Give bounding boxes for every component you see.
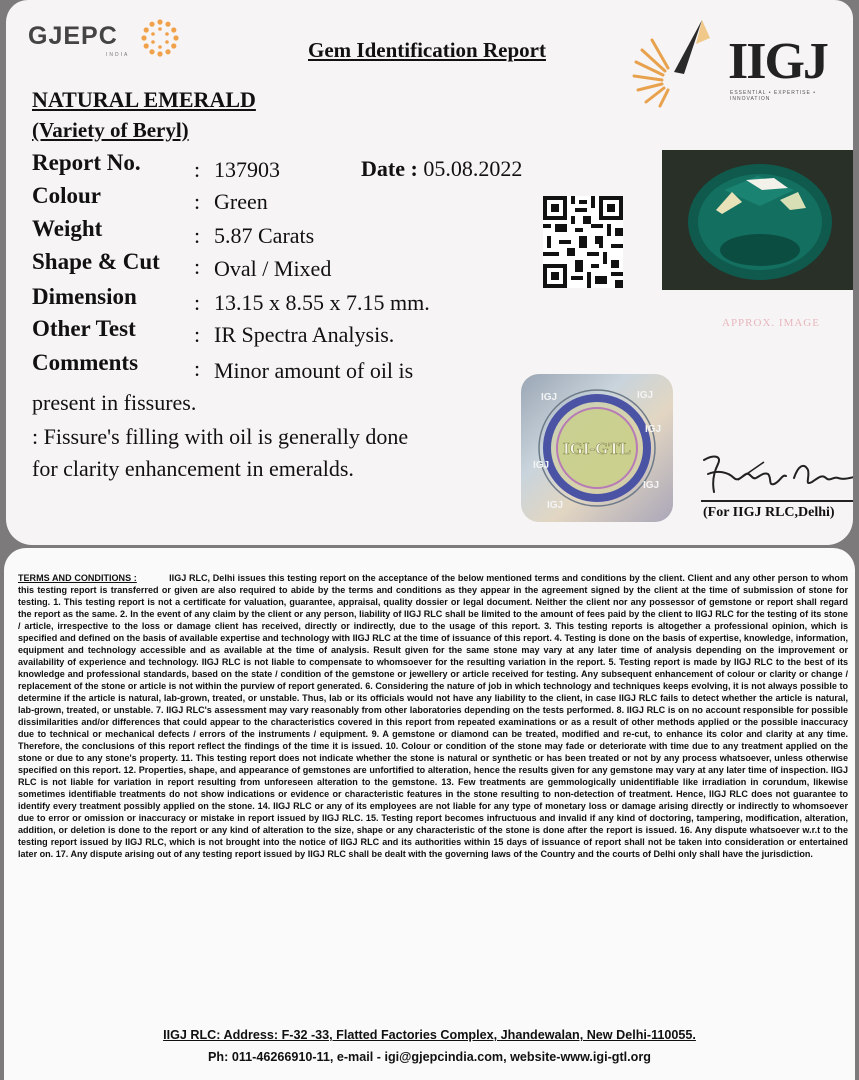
- signature-line: [701, 500, 853, 502]
- svg-text:IGJ: IGJ: [643, 480, 660, 491]
- iigj-logo-text: IIGJ: [728, 33, 827, 90]
- terms-and-conditions: [18, 572, 848, 860]
- svg-text:IGJ: IGJ: [533, 460, 550, 471]
- qr-code: [543, 196, 623, 288]
- other-test-value: IR Spectra Analysis.: [214, 322, 395, 347]
- field-colon: :: [194, 290, 201, 315]
- terms-body: IIGJ RLC, Delhi issues this testing report on the acceptance of the below mentioned terms and conditions by the client. Client and any other person to whom this testing report is transferred or given are also required to abide by the terms and conditions as they appear in the agreement signed by the client at the time of submission of stone for testing. 1. This testing report is not a certificate for valuation, guarantee, appraisal, quality dossier or legal document. Neither the client nor any possessor of gemstone or report shall regard the report as the same. 2. In the event of any claim by the client or any person, liability of IIGJ RLC shall be limited to the amount of fees paid by the client to IIGJ RLC for the testing of its stone / article, irrespective to the loss or damage client has received, directly or indirectly, due to the usage of this report. 3. This testing reports is altogether a professional opinion, which is specified and defined on the basis of available expertise and technology with IIGJ RLC at the time of issuance of this report. 4. Testing is done on the basis of expertise, knowledge, information, equipment and technology accessible and as available at the time of analysis. Result given for the same stone may vary at any later time of analysis depending on the improvement or availability of experience and technology. IIGJ RLC is not liable to compensate to whomsoever for the resulting variation in the report. 5. Testing report is made by IIGJ RLC to the best of its knowledge and professional standards, based on the state / condition of the gemstone or jewellery or article received for testing. Any subsequent enhancement of colour or clarity or change / replacement of the stone or article is not within the purview of report generated. 6. Considering the nature of job in which technology and techniques keeps evolving, it is not always possible to determine if the article is natural, lab-grown, treated, or unstable. Thus, lab or its officials would not have any liability to the client, in case IIGJ RLC fails to detect whether the article is natural, lab-grown, treated, or unstable. 7. IIGJ RLC's assessment may vary reasonably from other laboratories depending on the tests performed. 8. IIGJ RLC is on no account responsible for possible dissimilarities and/or differences that could appear to the characteristics covered in this report from repeated examinations or as a result of other methods applied or the possible inaccuracy due to technical or mechanical defects / errors of the instruments / equipment. 9. A gemstone or diamond can be treated, modified and re-cut, to enhance its color and clarity at any time. Therefore, the conclusions of this report reflect the findings of the time it is issued. 10. Colour or condition of the stone may fade or deteriorate with time due to any treatment applied on the stone or due to any stone's property. 11. This testing report does not indicate whether the stone is natural or synthetic or has been treated or not by any process whatsoever, unless otherwise specified on this report. 12. Properties, shape, and appearance of gemstones are unfortified to alteration, hence the results given for any gemstone may vary at any later time of inspection. IIGJ RLC is not liable for variation in report resulting from unforeseen alteration to the gemstone. 13. Few treatments are gemmologically unidentifiable like irradiation in corundum, likewise sometimes identifiable treatments do not show indications or evidence or characteristic features in the stone resulting to non-detection of treatment. Hence, IIGJ RLC does not guarantee to identify every treatment possibly applied on the stone. 14. IIGJ RLC or any of its employees are not liable for any type of monetary loss or damage arising directly or indirectly to whomsoever due to error or omission or inaccuracy or mistake in report issued by IIGJ RLC. 15. Testing report becomes infructuous and invalid if any kind of doctoring, tampering, modification, alteration, addition, or deletion is done to the report or any kind of alteration to the size, shape or any characteristic of the stone is done after the report is issued. 16. Any dispute whatsoever w.r.t to the testing report issued by IIGJ RLC, which is not brought into the notice of IIGJ RLC and its authorities within 15 days of issuance of report shall not be taken into consideration or entertained later on. 17. Any dispute arising out of any testing report issued by IIGJ RLC shall be dealt with the governing laws of the Country and the courts of Delhi only shall have the jurisdiction.: [18, 573, 848, 860]
- terms-heading: TERMS AND CONDITIONS :: [18, 573, 137, 583]
- svg-text:IGJ: IGJ: [637, 390, 654, 401]
- report-card: [6, 0, 853, 545]
- field-colon: :: [194, 157, 201, 182]
- dimension-value: 13.15 x 8.55 x 7.15 mm.: [214, 290, 430, 315]
- terms-card: [4, 548, 855, 1080]
- comments-label: Comments: [32, 350, 139, 375]
- date-label: Date :: [361, 156, 418, 181]
- field-colon: :: [194, 189, 201, 214]
- comments-value: Minor amount of oil is: [214, 358, 414, 383]
- stone-variety: (Variety of Beryl): [32, 118, 189, 142]
- sunburst-icon: [140, 18, 180, 58]
- hologram-seal: [519, 372, 675, 524]
- footer-contact: Ph: 011-46266910-11, e-mail - igi@gjepcindia.com, website-www.igi-gtl.org: [208, 1050, 651, 1064]
- weight-label: Weight: [32, 216, 103, 241]
- field-colon: :: [194, 223, 201, 248]
- svg-text:IGJ: IGJ: [645, 424, 662, 435]
- gjepc-logo-text: GJEPC: [28, 22, 118, 50]
- weight-value: 5.87 Carats: [214, 223, 315, 248]
- iigj-logo-tagline: ESSENTIAL • EXPERTISE • INNOVATION: [730, 90, 816, 102]
- gjepc-logo-subtext: INDIA: [106, 52, 130, 58]
- gemstone-photo: [662, 150, 853, 290]
- date-value: 05.08.2022: [423, 156, 523, 181]
- comments-line-2: present in fissures.: [32, 390, 197, 415]
- footer-address: [4, 1028, 855, 1042]
- iigj-logo: [618, 14, 853, 114]
- colour-value: Green: [214, 189, 268, 214]
- svg-text:IGJ: IGJ: [547, 500, 564, 511]
- rays-icon: [618, 14, 718, 109]
- field-colon: :: [194, 356, 201, 381]
- shape-cut-value: Oval / Mixed: [214, 256, 332, 281]
- stone-name: NATURAL EMERALD: [32, 87, 256, 112]
- shape-cut-label: Shape & Cut: [32, 249, 160, 274]
- address-text: IIGJ RLC: Address: F-32 -33, Flatted Factories Complex, Jhandewalan, New Delhi-110055.: [163, 1028, 696, 1042]
- report-no-value: 137903: [214, 157, 280, 182]
- field-colon: :: [194, 322, 201, 347]
- comments-line-3: : Fissure's filling with oil is generally done: [32, 424, 409, 449]
- comments-line-4: for clarity enhancement in emeralds.: [32, 456, 354, 481]
- other-test-label: Other Test: [32, 316, 136, 341]
- signature: [698, 448, 853, 498]
- field-colon: :: [194, 254, 201, 279]
- gjepc-logo: [28, 22, 130, 58]
- report-title: Gem Identification Report: [308, 38, 546, 62]
- colour-label: Colour: [32, 183, 101, 208]
- hologram-text: IGI-GTL: [562, 439, 632, 458]
- report-no-label: Report No.: [32, 150, 141, 175]
- report-date: [361, 156, 522, 182]
- signatory: (For IIGJ RLC,Delhi): [703, 505, 835, 520]
- dimension-label: Dimension: [32, 284, 137, 309]
- image-caption: APPROX. IMAGE: [722, 317, 820, 329]
- svg-text:IGJ: IGJ: [541, 392, 558, 403]
